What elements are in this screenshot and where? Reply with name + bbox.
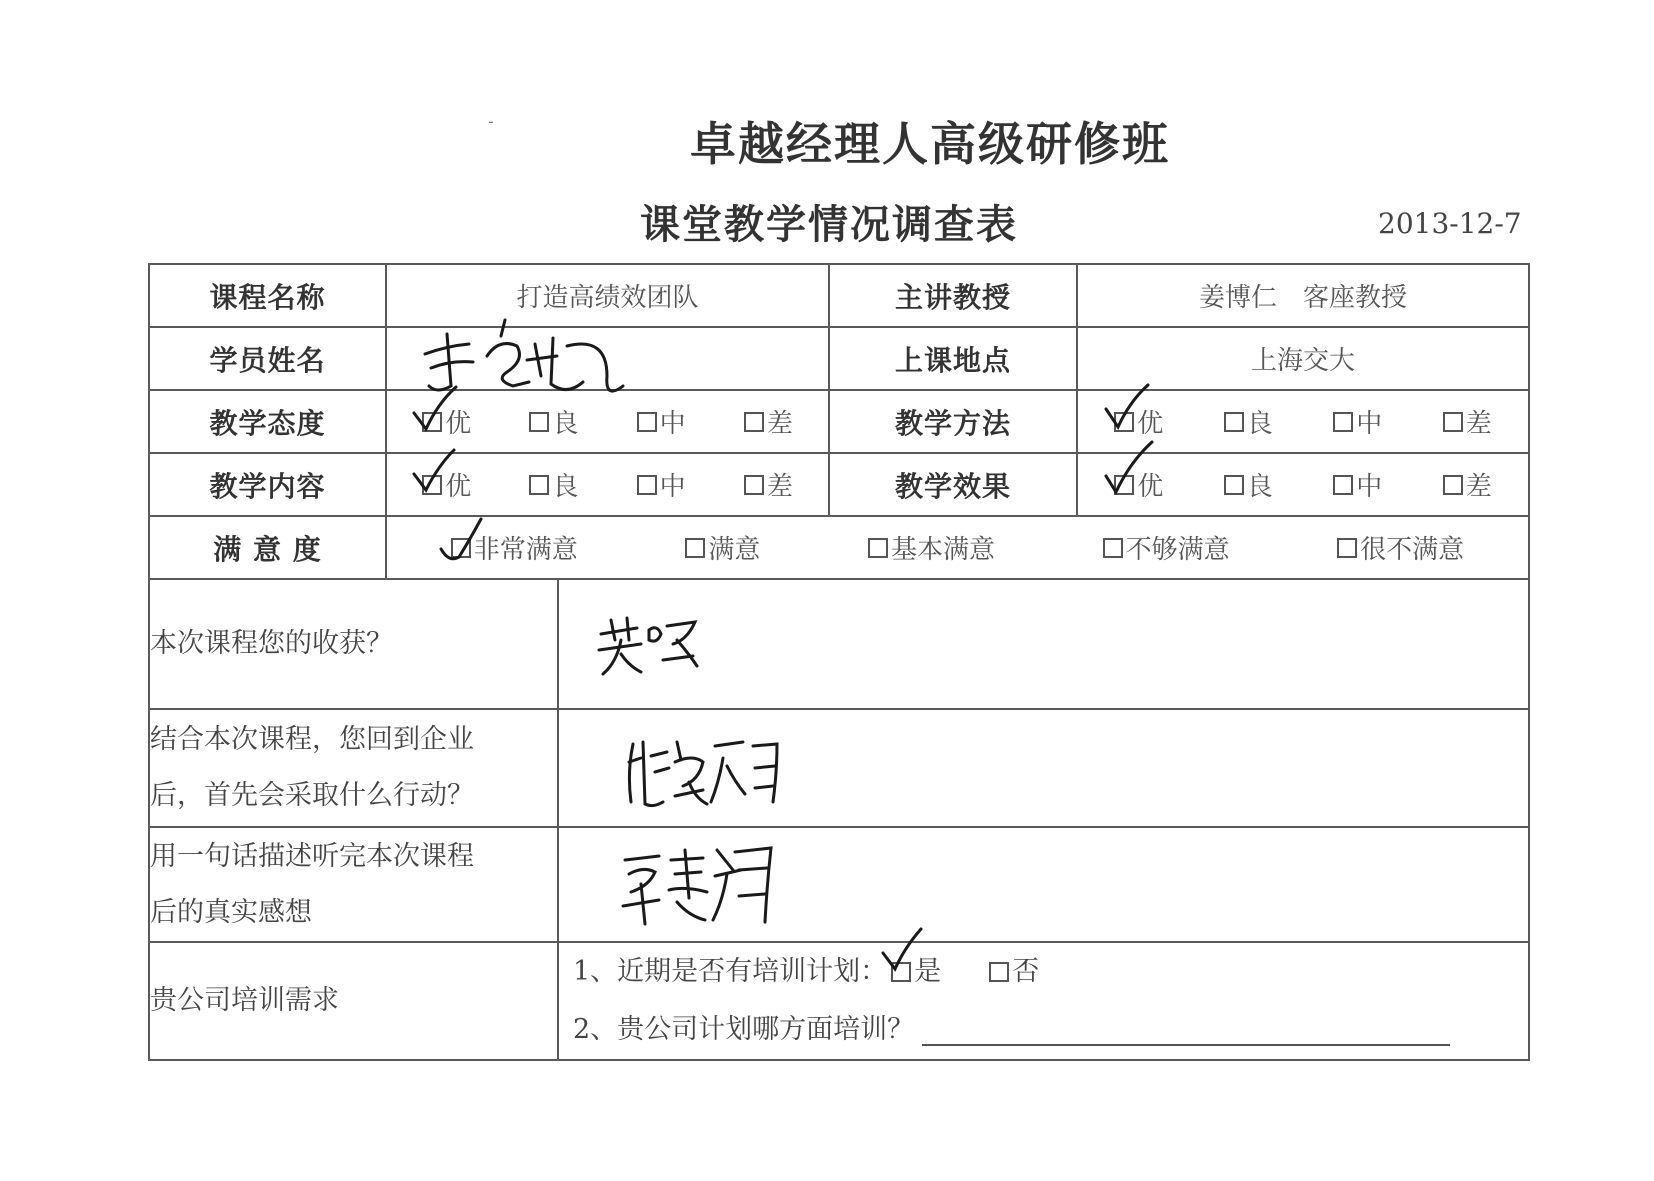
checkbox[interactable]	[685, 538, 705, 558]
question-feeling-line1: 用一句话描述听完本次课程	[150, 840, 474, 872]
content-option-excellent[interactable]: 优	[422, 466, 471, 503]
checkbox[interactable]	[637, 412, 657, 432]
checkbox[interactable]	[1103, 538, 1123, 558]
content-option-good[interactable]: 良	[529, 466, 578, 503]
training-needs-answers	[558, 942, 1529, 1060]
checkbox[interactable]	[868, 538, 888, 558]
content-label: 教学内容	[149, 453, 386, 516]
content-option-poor[interactable]: 差	[744, 466, 793, 503]
row-question-gain	[149, 579, 1529, 709]
satisfaction-option-basically-satisfied[interactable]: 基本满意	[868, 529, 995, 566]
answer-action-field[interactable]	[558, 709, 1529, 827]
survey-table	[148, 263, 1530, 1061]
method-label: 教学方法	[829, 390, 1077, 453]
attitude-option-good[interactable]: 良	[529, 403, 578, 440]
form-date: 2013-12-7	[1378, 207, 1522, 240]
effect-option-good[interactable]: 良	[1224, 466, 1273, 503]
satisfaction-option-satisfied[interactable]: 满意	[685, 529, 760, 566]
checkmark-icon	[881, 925, 927, 975]
answer-feeling-handwriting	[619, 840, 779, 930]
checkbox[interactable]	[744, 412, 764, 432]
answer-feeling-field[interactable]	[558, 827, 1529, 942]
row-content-effect	[149, 453, 1529, 516]
checkbox[interactable]	[1443, 475, 1463, 495]
content-option-average[interactable]: 中	[637, 466, 686, 503]
method-option-average[interactable]: 中	[1333, 403, 1382, 440]
checkbox[interactable]	[744, 475, 764, 495]
effect-option-poor[interactable]: 差	[1443, 466, 1492, 503]
row-question-feeling	[149, 827, 1529, 942]
method-option-poor[interactable]: 差	[1443, 403, 1492, 440]
checkbox[interactable]	[529, 412, 549, 432]
answer-gain-field[interactable]	[558, 579, 1529, 709]
checkbox[interactable]	[1337, 538, 1357, 558]
training-plan-no[interactable]: 否	[989, 943, 1039, 1001]
question-feeling-line2: 后的真实感想	[150, 896, 312, 928]
lecturer-label: 主讲教授	[829, 264, 1077, 327]
form-title: 卓越经理人高级研修班	[690, 117, 1170, 171]
row-question-action	[149, 709, 1529, 827]
satisfaction-option-very-unsatisfied[interactable]: 很不满意	[1337, 529, 1464, 566]
attitude-label: 教学态度	[149, 390, 386, 453]
training-area-input[interactable]	[922, 1014, 1450, 1046]
method-option-good[interactable]: 良	[1224, 403, 1273, 440]
checkbox[interactable]	[1333, 475, 1353, 495]
question-action-line2: 后，首先会采取什么行动？	[150, 780, 474, 811]
checkbox[interactable]	[1443, 412, 1463, 432]
scan-mark: -	[488, 112, 494, 131]
checkbox[interactable]	[637, 475, 657, 495]
question-training-needs: 贵公司培训需求	[149, 942, 558, 1060]
question-action	[149, 709, 558, 827]
lecturer-value: 姜博仁 客座教授	[1077, 264, 1529, 327]
answer-action-handwriting	[623, 732, 783, 812]
checkmark-icon	[1104, 385, 1150, 435]
question-feeling	[149, 827, 558, 942]
satisfaction-option-not-satisfied[interactable]: 不够满意	[1103, 529, 1230, 566]
row-course	[149, 264, 1529, 327]
effect-option-average[interactable]: 中	[1333, 466, 1382, 503]
checkmark-icon	[1104, 448, 1150, 498]
checkbox[interactable]	[989, 962, 1009, 982]
row-satisfaction	[149, 516, 1529, 579]
checkmark-icon	[412, 385, 458, 435]
attitude-option-excellent[interactable]: 优	[422, 403, 471, 440]
checkbox[interactable]	[529, 475, 549, 495]
training-plan-yes[interactable]: 是	[891, 943, 941, 1001]
method-options	[1077, 390, 1529, 453]
satisfaction-options	[386, 516, 1529, 579]
student-name-field[interactable]	[386, 327, 829, 390]
training-area-question: 2、贵公司计划哪方面培训？	[573, 1014, 915, 1045]
form-subtitle: 课堂教学情况调查表	[640, 202, 1018, 248]
checkbox[interactable]	[1224, 475, 1244, 495]
question-gain: 本次课程您的收获？	[149, 579, 558, 709]
row-training-needs	[149, 942, 1529, 1060]
checkmark-icon	[441, 519, 487, 569]
row-attitude-method	[149, 390, 1529, 453]
checkbox[interactable]	[1333, 412, 1353, 432]
location-label: 上课地点	[829, 327, 1077, 390]
course-label: 课程名称	[149, 264, 386, 327]
answer-gain-handwriting	[597, 610, 707, 680]
checkmark-icon	[412, 448, 458, 498]
method-option-excellent[interactable]: 优	[1114, 403, 1163, 440]
course-value: 打造高绩效团队	[386, 264, 829, 327]
content-options	[386, 453, 829, 516]
effect-option-excellent[interactable]: 优	[1114, 466, 1163, 503]
effect-options	[1077, 453, 1529, 516]
effect-label: 教学效果	[829, 453, 1077, 516]
satisfaction-label: 满 意 度	[149, 516, 386, 579]
row-student	[149, 327, 1529, 390]
training-plan-question: 1、近期是否有培训计划：	[573, 956, 888, 987]
attitude-option-poor[interactable]: 差	[744, 403, 793, 440]
training-plan-line	[559, 943, 1528, 1001]
checkbox[interactable]	[1224, 412, 1244, 432]
location-value: 上海交大	[1077, 327, 1529, 390]
question-action-line1: 结合本次课程，您回到企业	[150, 724, 474, 755]
training-area-line	[559, 1001, 1528, 1059]
attitude-option-average[interactable]: 中	[637, 403, 686, 440]
student-label: 学员姓名	[149, 327, 386, 390]
satisfaction-option-very-satisfied[interactable]: 非常满意	[451, 529, 578, 566]
